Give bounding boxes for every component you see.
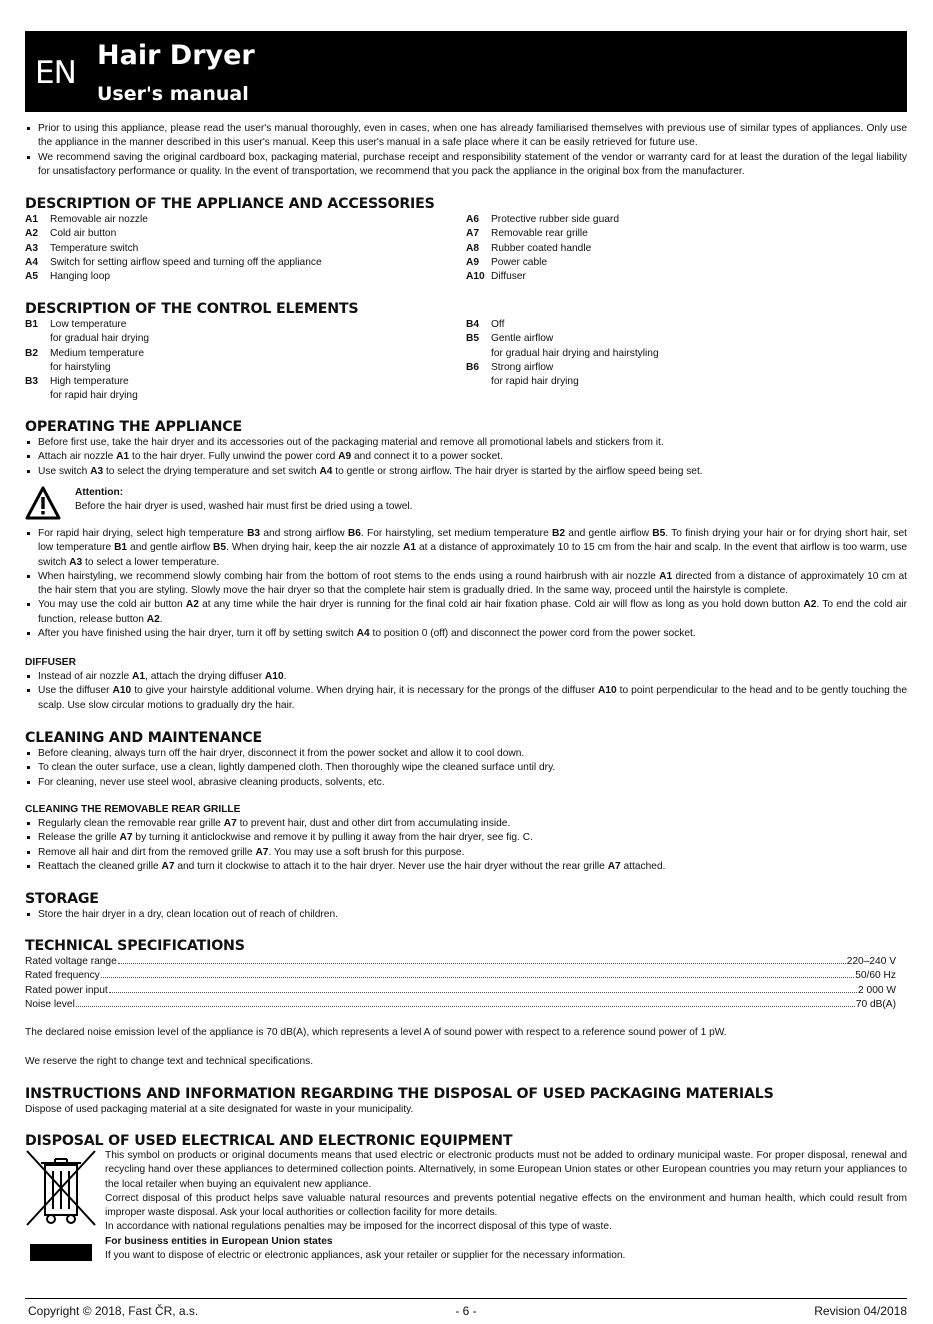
revision: Revision 04/2018: [814, 1304, 907, 1318]
leader-dots: [101, 977, 854, 978]
item-row: [25, 347, 466, 361]
list-item: Reattach the cleaned grille A7 and turn it clockwise to attach it to the hair dryer. Never use the hair dryer without the rear grille A7 attached.: [25, 860, 907, 874]
item-row: [25, 213, 466, 227]
spec-row: [25, 955, 907, 969]
parts-list-right: [466, 213, 907, 284]
spec-label: Rated frequency: [25, 970, 100, 982]
item-row: [466, 256, 907, 270]
item-row: [466, 270, 907, 284]
item-sub: for rapid hair drying: [491, 376, 579, 388]
item-sub: for hairstyling: [50, 361, 111, 373]
item-label: High temperature: [50, 376, 129, 388]
business-text: If you want to dispose of electric or electronic appliances, ask your retailer or supplier for the necessary information.: [105, 1250, 626, 1262]
list-item: We recommend saving the original cardboard box, packaging material, purchase receipt and responsibility statement of the vendor or warranty card for at least the duration of the legal liability for unsatisfactory performance or quality. In the event of transportation, we recommend that you pack the appliance in the original box from the manufacturer.: [25, 151, 907, 180]
item-label: Protective rubber side guard: [491, 214, 619, 225]
item-label: Cold air button: [50, 228, 117, 240]
list-item: To clean the outer surface, use a clean, lightly dampened cloth. Then thoroughly wipe the cleaned surface until dry.: [25, 761, 907, 775]
item-label: Medium temperature: [50, 347, 144, 359]
list-item: Remove all hair and dirt from the removed grille A7. You may use a soft brush for this purpose.: [25, 846, 907, 860]
item-code: B4: [466, 319, 480, 330]
item-code: A1: [25, 214, 39, 225]
reserve-note: We reserve the right to change text and technical specifications.: [25, 1056, 314, 1067]
spec-row: [25, 984, 907, 998]
item-label: Off: [491, 319, 505, 330]
cleaning-list: [25, 747, 907, 790]
subsection-heading: DIFFUSER: [25, 657, 76, 668]
item-label: Low temperature: [50, 319, 127, 330]
leader-dots: [109, 992, 857, 993]
list-item: Use switch A3 to select the drying temperature and set switch A4 to gentle or strong airflow. The hair dryer is started by the airflow speed being set.: [25, 465, 907, 479]
item-code: B1: [25, 319, 39, 330]
item-row: [466, 227, 907, 241]
list-item: Before cleaning, always turn off the hair dryer, disconnect it from the power socket and allow it to cool down.: [25, 747, 907, 761]
disposal-section: [25, 1149, 907, 1264]
list-item: Before first use, take the hair dryer and its accessories out of the packaging material and remove all promotional labels and stickers from it.: [25, 436, 907, 450]
list-item: Regularly clean the removable rear grille A7 to prevent hair, dust and other dirt from accumulating inside.: [25, 817, 907, 831]
operating-section: [25, 419, 907, 479]
document-title: Hair Dryer: [97, 40, 255, 71]
diffuser-list: [25, 670, 907, 713]
item-row: [25, 318, 466, 332]
spec-table: [25, 955, 907, 1012]
intro-section: [25, 122, 907, 179]
attention-title: Attention:: [75, 487, 124, 498]
spec-label: Rated power input: [25, 984, 108, 996]
tech-specs-section: [25, 938, 907, 1012]
spec-label: Rated voltage range: [25, 956, 117, 967]
copyright: Copyright © 2018, Fast ČR, a.s.: [28, 1304, 199, 1318]
spec-row: [25, 969, 907, 983]
section-heading: CLEANING AND MAINTENANCE: [25, 730, 262, 746]
leader-dots: [76, 1006, 855, 1007]
disposal-p3: In accordance with national regulations penalties may be imposed for the incorrect disposal of this type of waste.: [105, 1221, 612, 1233]
disposal-p1: This symbol on products or original documents means that used electric or electronic products must not be added to ordinary municipal waste. For proper disposal, renewal and recycling hand over these appliances to determined collection points. Alternatively, in some European Union states or other European countries you may return your appliances to the local retailer when buying an equivalent new appliance.: [105, 1150, 907, 1190]
black-bar: [30, 1244, 92, 1261]
item-row: [25, 242, 466, 256]
packaging-section: [25, 1086, 907, 1117]
attention-note: [25, 486, 907, 522]
noise-note: The declared noise emission level of the appliance is 70 dB(A), which represents a level A of sound power with respect to a reference sound power of 1 pW.: [25, 1027, 727, 1038]
item-code: A3: [25, 242, 39, 254]
item-label: Removable rear grille: [491, 228, 588, 240]
item-label: Hanging loop: [50, 271, 111, 283]
item-label: Removable air nozzle: [50, 214, 148, 225]
item-label: Gentle airflow: [491, 333, 554, 345]
item-code: A2: [25, 228, 39, 240]
list-item: Attach air nozzle A1 to the hair dryer. Fully unwind the power cord A9 and connect it to a power socket.: [25, 450, 907, 464]
item-sub: for rapid hair drying: [50, 390, 138, 402]
list-item: Store the hair dryer in a dry, clean location out of reach of children.: [25, 908, 907, 922]
business-title: For business entities in European Union states: [105, 1235, 333, 1247]
item-code: B5: [466, 333, 480, 345]
spec-value: 2 000 W: [858, 984, 896, 996]
item-code: A7: [466, 228, 480, 240]
page-number: - 6 -: [455, 1304, 477, 1318]
list-item: Use the diffuser A10 to give your hairstyle additional volume. When drying hair, it is necessary for the prongs of the diffuser A10 to point perpendicular to the head and to be gently touching the scalp. Use slow circular motions to gradually dry the hair.: [25, 684, 907, 713]
item-code: A9: [466, 256, 480, 268]
page-footer: [25, 1298, 907, 1324]
list-item: For cleaning, never use steel wool, abrasive cleaning products, solvents, etc.: [25, 776, 907, 790]
subsection-heading: CLEANING THE REMOVABLE REAR GRILLE: [25, 804, 241, 815]
item-code: A6: [466, 214, 480, 225]
description-section: [25, 196, 907, 284]
item-row: [466, 242, 907, 256]
disposal-heading-wrap: [25, 1133, 907, 1150]
grille-section: [25, 803, 907, 874]
intro-list: [25, 122, 907, 179]
item-row: [466, 361, 907, 375]
list-item: When hairstyling, we recommend slowly combing hair from the bottom of root stems to the ends using a round hairbrush with air nozzle A1 directed from a distance of approximately 10 cm at the hair stem that you are styling. Slowly move the hair dryer so that the complete hair stem is gradually dried. In the same way, proceed until the hairstyle is complete.: [25, 570, 907, 599]
controls-section: [25, 301, 907, 404]
operating-details: [25, 527, 907, 641]
item-code: B3: [25, 376, 39, 388]
operating-list: [25, 436, 907, 479]
operating-details-list: [25, 527, 907, 641]
item-label: Rubber coated handle: [491, 242, 592, 254]
spec-row: [25, 998, 907, 1012]
diffuser-section: [25, 656, 907, 713]
parts-list-left: [25, 213, 466, 284]
spec-label: Noise level: [25, 998, 75, 1010]
section-heading: DISPOSAL OF USED ELECTRICAL AND ELECTRONIC EQUIPMENT: [25, 1133, 513, 1149]
cleaning-section: [25, 730, 907, 790]
item-code: A8: [466, 242, 480, 254]
document-subtitle: User's manual: [97, 83, 249, 105]
list-item: You may use the cold air button A2 at any time while the hair dryer is running for the final cold air hair fixation phase. Cold air will flow as long as you hold down button A2. To end the cold air function, release button A2.: [25, 598, 907, 627]
packaging-text: Dispose of used packaging material at a site designated for waste in your municipality.: [25, 1104, 414, 1115]
item-label: Temperature switch: [50, 242, 139, 254]
section-heading: STORAGE: [25, 891, 99, 907]
spec-value: 50/60 Hz: [855, 970, 896, 982]
item-row: [25, 270, 466, 284]
disposal-text: [105, 1149, 907, 1263]
grille-list: [25, 817, 907, 874]
item-row: [25, 256, 466, 270]
spec-value: 220–240 V: [846, 956, 896, 967]
attention-text: Before the hair dryer is used, washed hair must first be dried using a towel.: [75, 501, 413, 513]
item-code: A10: [466, 271, 485, 283]
header-banner: [25, 31, 907, 112]
list-item: Release the grille A7 by turning it anticlockwise and remove it by pulling it away from the hair dryer, see fig. C.: [25, 831, 907, 845]
section-heading: INSTRUCTIONS AND INFORMATION REGARDING THE DISPOSAL OF USED PACKAGING MATERIALS: [25, 1086, 774, 1102]
section-heading: DESCRIPTION OF THE CONTROL ELEMENTS: [25, 301, 359, 317]
controls-list-right: [466, 318, 907, 404]
item-label: Strong airflow: [491, 361, 554, 373]
crossed-bin-icon: [25, 1149, 97, 1229]
item-row: [25, 375, 466, 389]
storage-section: [25, 891, 907, 922]
item-code: A5: [25, 271, 39, 283]
list-item: Prior to using this appliance, please read the user's manual thoroughly, even in cases, when one has already familiarised themselves with previous use of similar types of appliances. Only use the appliance in the manner described in this user's manual. Keep this user's manual in a safe place where it can be easily retrieved for future use.: [25, 122, 907, 151]
item-code: A4: [25, 256, 39, 268]
section-heading: OPERATING THE APPLIANCE: [25, 419, 243, 435]
section-heading: TECHNICAL SPECIFICATIONS: [25, 938, 245, 954]
list-item: Instead of air nozzle A1, attach the drying diffuser A10.: [25, 670, 907, 684]
disposal-p2: Correct disposal of this product helps save valuable natural resources and prevents potential negative effects on the environment and human health, which could result from improper waste disposal. Ask your local authorities or collection facility for more details.: [105, 1192, 907, 1219]
item-code: B6: [466, 361, 480, 373]
controls-list-left: [25, 318, 466, 404]
item-row: [25, 227, 466, 241]
item-code: B2: [25, 347, 39, 359]
leader-dots: [118, 963, 846, 964]
item-row: [466, 332, 907, 346]
warning-icon: [25, 486, 61, 520]
spec-value: 70 dB(A): [855, 998, 896, 1010]
item-row: [466, 213, 907, 227]
list-item: After you have finished using the hair dryer, turn it off by setting switch A4 to position 0 (off) and disconnect the power cord from the power socket.: [25, 627, 907, 641]
item-row: [466, 318, 907, 332]
item-label: Switch for setting airflow speed and turning off the appliance: [50, 256, 322, 268]
section-heading: DESCRIPTION OF THE APPLIANCE AND ACCESSORIES: [25, 196, 435, 212]
language-code: EN: [35, 55, 76, 91]
item-sub: for gradual hair drying: [50, 333, 150, 345]
item-label: Power cable: [491, 256, 548, 268]
storage-list: [25, 908, 907, 922]
item-label: Diffuser: [491, 271, 526, 283]
item-sub: for gradual hair drying and hairstyling: [491, 347, 659, 359]
list-item: For rapid hair drying, select high temperature B3 and strong airflow B6. For hairstyling, set medium temperature B2 and gentle airflow B5. To finish drying your hair or for drying short hair, set low temperature B1 and gentle airflow B5. When drying hair, keep the air nozzle A1 at a distance of approximately 10 to 15 cm from the hair and scalp. In the event that airflow is too warm, use switch A3 to select a lower temperature.: [25, 527, 907, 570]
